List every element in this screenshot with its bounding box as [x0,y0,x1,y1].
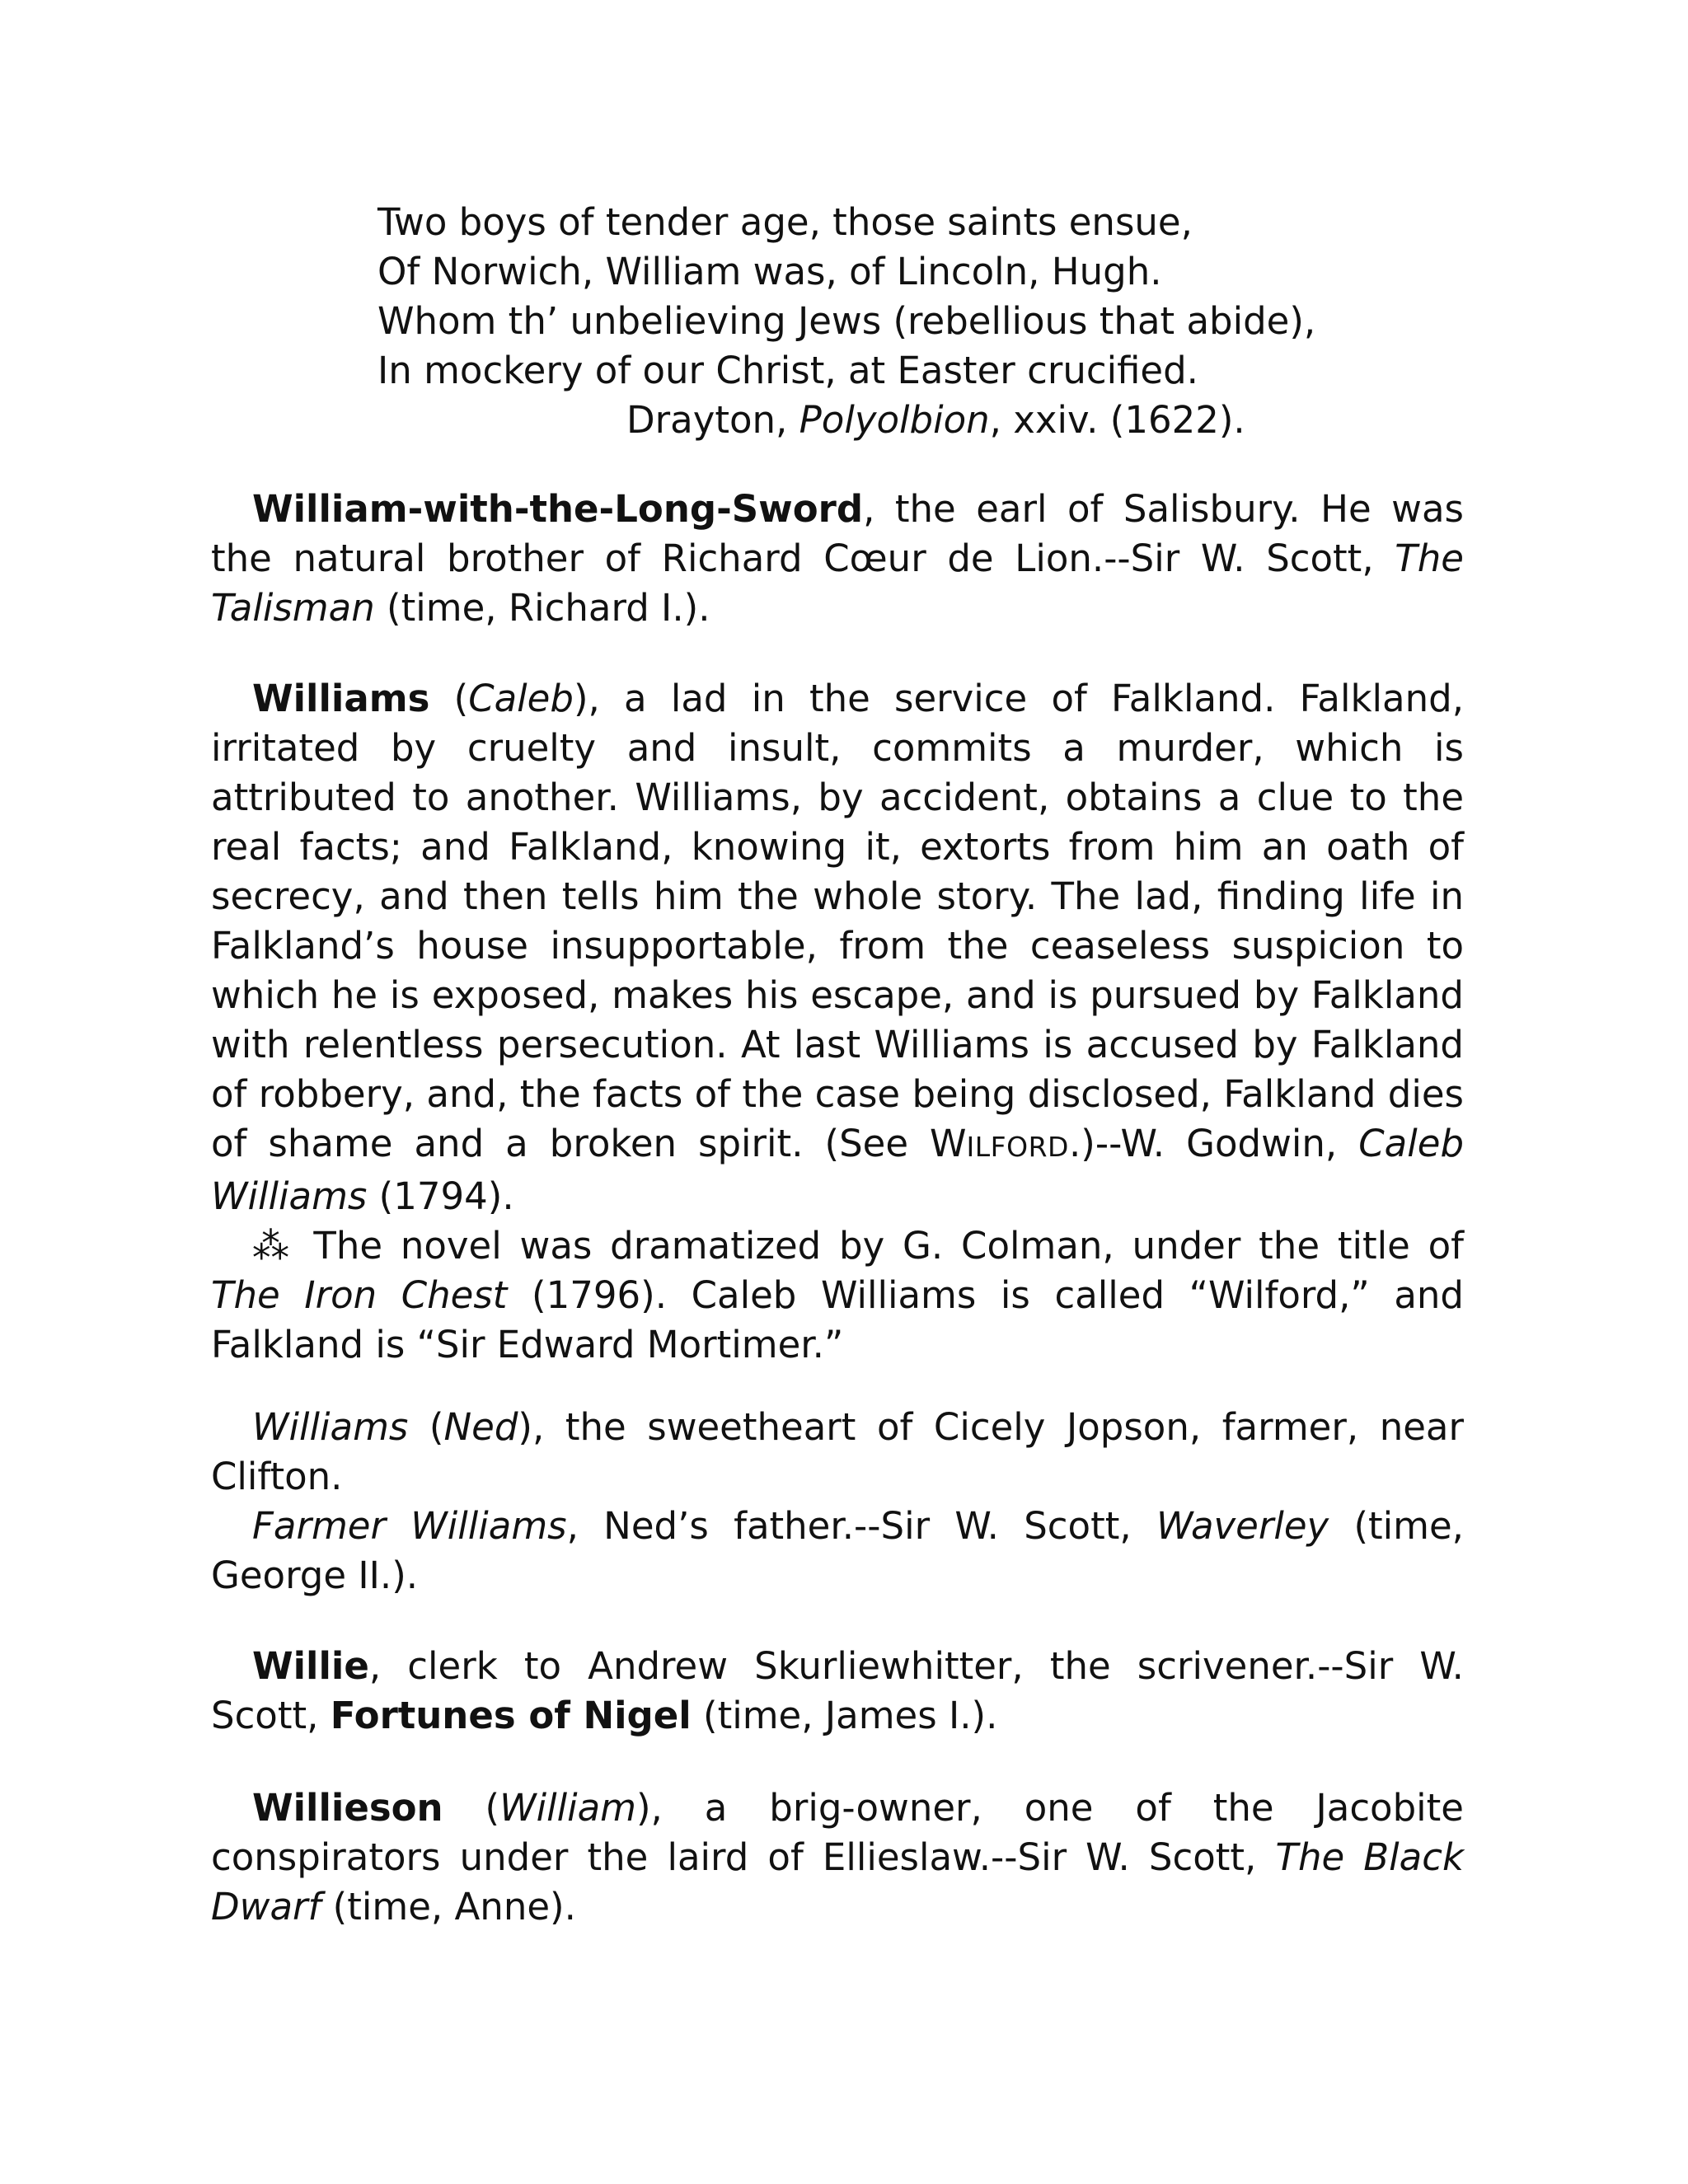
entry-text: (time, James I.). [691,1694,998,1737]
entry-text: ), the sweetheart of Cicely Jopson, farmer, near Clifton. [211,1405,1464,1498]
work-title: Caleb Williams [211,1122,1465,1218]
entry-text: (1794). [367,1174,514,1218]
entry-headword: Williams [252,677,430,720]
poem-quotation [377,198,1449,445]
poem-attribution [377,396,1449,445]
entry-firstname: Caleb [468,677,574,720]
entry-text: ), a lad in the service of Falkland. Falkland, irritated by cruelty and insult, commits a murder, which is attributed to another. Williams, by accident, obtains a clue to the real facts; and Falkland, knowing it, extorts from him an oath of secrecy, and then tells him the whole story. The lad, finding life in Falkland’s house insupportable, from the ceaseless suspicion to which he is exposed, makes his escape, and is pursued by Falkland with relentless persecution. At last Williams is accused by Falkland of robbery, and, the facts of the case being disclosed, Falkland dies of shame and a broken spirit. (See [211,677,1464,1165]
entry-sub-headword: Farmer Williams [252,1504,567,1548]
entry-text: (time, Anne). [321,1885,576,1929]
entry-text: ( [443,1786,500,1830]
entry-paragraph [211,1642,1464,1741]
entry-subparagraph [211,1502,1464,1601]
entry-text: ( [408,1405,444,1449]
attribution-work: Polyolbion [799,398,990,442]
entry-text: (time, George II.). [211,1504,1464,1597]
entry-text: ), a brig-owner, one of the Jacobite conspirators under the laird of Ellieslaw.--Sir W. Scott, [211,1786,1464,1879]
cross-reference-smallcaps: ILFORD [966,1131,1069,1163]
entry-text: , the earl of Salisbury. He was the natural brother of Richard Cœur de Lion.--Sir W. Scott, [211,487,1464,580]
entry-william-with-the-long-sword [211,485,1464,633]
entry-firstname: Ned [443,1405,518,1449]
poem-line: Two boys of tender age, those saints ensue, [377,200,1193,244]
entry-paragraph [211,485,1464,633]
entry-willie [211,1642,1464,1741]
entry-paragraph [211,1783,1464,1932]
work-title: The Talisman [211,537,1464,630]
entry-note [211,1221,1464,1370]
attribution-rest: , xxiv. (1622). [989,398,1245,442]
entry-text: The novel was dramatized by G. Colman, under the title of [295,1224,1464,1268]
poem-line: Whom th’ unbelieving Jews (rebellious that abide), [377,299,1316,343]
entry-willieson [211,1783,1464,1932]
work-title: Fortunes of Nigel [330,1694,692,1737]
entry-text: (time, Richard I.). [374,586,710,630]
entry-williams-ned [211,1403,1464,1601]
entry-text: , Ned’s father.--Sir W. Scott, [566,1504,1156,1548]
entry-headword: Willie [252,1644,369,1688]
entry-williams-caleb [211,674,1464,1370]
entry-text: (1796). Caleb Williams is called “Wilford,” and Falkland is “Sir Edward Mortimer.” [211,1273,1465,1366]
asterism-icon: ⁂ [252,1224,296,1268]
work-title: The Black Dwarf [211,1835,1465,1929]
entry-paragraph [211,674,1464,1221]
cross-reference-initial: W [930,1122,967,1165]
attribution-author: Drayton, [626,398,799,442]
entry-text: .)--W. Godwin, [1068,1122,1359,1165]
work-title: Waverley [1156,1504,1329,1548]
poem-line: In mockery of our Christ, at Easter crucified. [377,349,1198,392]
poem-line: Of Norwich, William was, of Lincoln, Hugh. [377,250,1162,293]
entry-headword: Williams [252,1405,409,1449]
entry-headword: William-with-the-Long-Sword [252,487,864,531]
entry-paragraph [211,1403,1464,1502]
entry-text: , clerk to Andrew Skurliewhitter, the scrivener.--Sir W. Scott, [211,1644,1464,1737]
entry-text: ( [429,677,469,720]
work-title: The Iron Chest [211,1273,508,1317]
entry-headword: Willieson [252,1786,443,1830]
entry-firstname: William [499,1786,636,1830]
